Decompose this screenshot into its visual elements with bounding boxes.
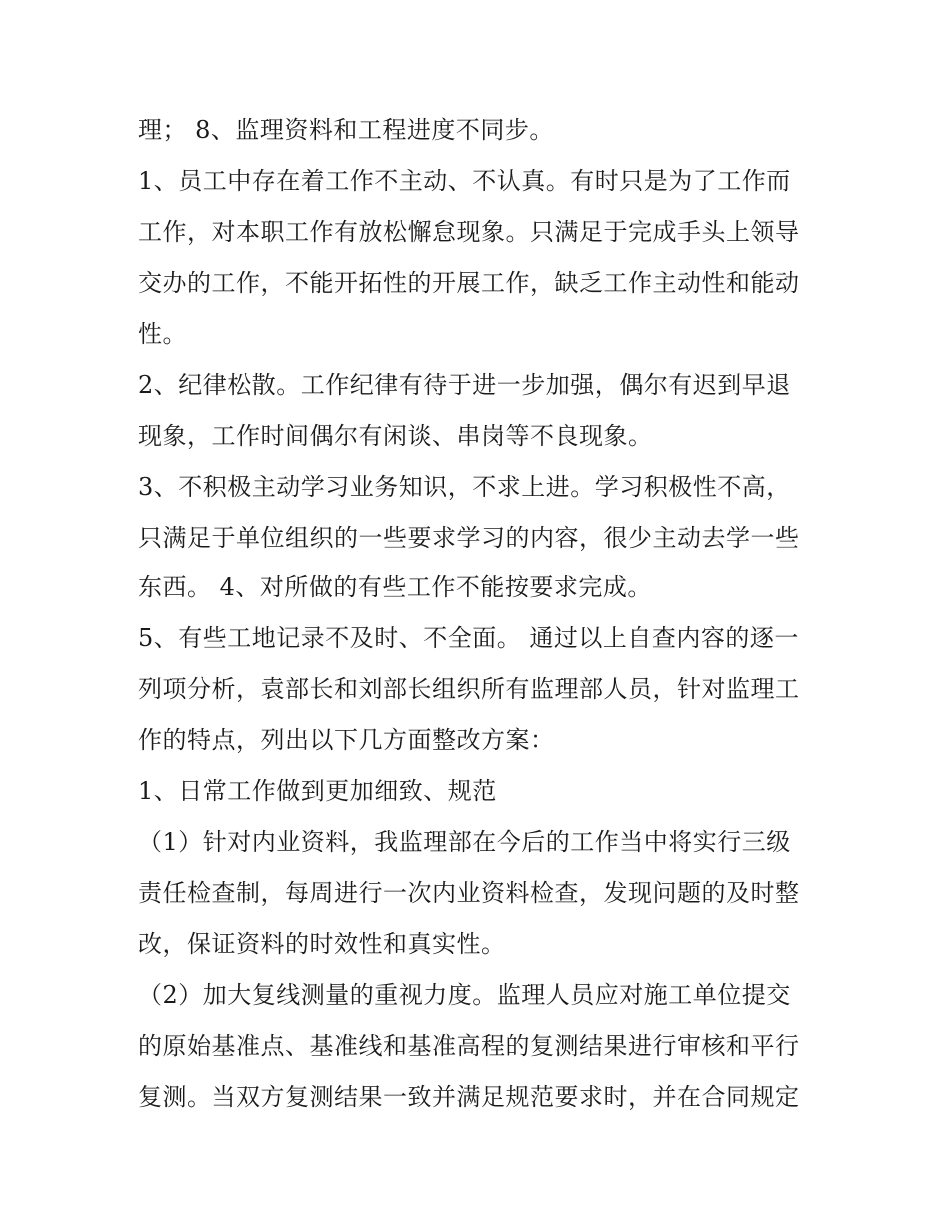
text-line: 责任检查制，每周进行一次内业资料检查，发现问题的及时整 [138, 879, 800, 907]
text-line: （1）针对内业资料，我监理部在今后的工作当中将实行三级 [138, 828, 791, 856]
text-line: 作的特点，列出以下几方面整改方案： [138, 726, 555, 754]
text-line: 理； 8、监理资料和工程进度不同步。 [138, 116, 554, 144]
text-line: 1、员工中存在着工作不主动、不认真。有时只是为了工作而 [138, 167, 791, 195]
text-line: 3、不积极主动学习业务知识，不求上进。学习积极性不高， [138, 473, 791, 501]
text-line: 改，保证资料的时效性和真实性。 [138, 930, 506, 958]
text-line: 现象，工作时间偶尔有闲谈、串岗等不良现象。 [138, 422, 653, 450]
text-line: 交办的工作，不能开拓性的开展工作，缺乏工作主动性和能动 [138, 269, 800, 297]
text-line: 的原始基准点、基准线和基准高程的复测结果进行审核和平行 [138, 1032, 800, 1060]
text-line: 性。 [138, 320, 187, 348]
text-line: 1、日常工作做到更加细致、规范 [138, 777, 497, 805]
text-line: 只满足于单位组织的一些要求学习的内容，很少主动去学一些 [138, 524, 800, 552]
text-line: 列项分析，袁部长和刘部长组织所有监理部人员，针对监理工 [138, 675, 800, 703]
text-line: 复测。当双方复测结果一致并满足规范要求时，并在合同规定 [138, 1083, 800, 1111]
text-line: 工作，对本职工作有放松懈怠现象。只满足于完成手头上领导 [138, 218, 800, 246]
text-line: 东西。 4、对所做的有些工作不能按要求完成。 [138, 573, 652, 601]
text-line: （2）加大复线测量的重视力度。监理人员应对施工单位提交 [138, 981, 791, 1009]
text-line: 2、纪律松散。工作纪律有待于进一步加强，偶尔有迟到早退 [138, 371, 791, 399]
text-line: 5、有些工地记录不及时、不全面。 通过以上自查内容的逐一 [138, 624, 799, 652]
